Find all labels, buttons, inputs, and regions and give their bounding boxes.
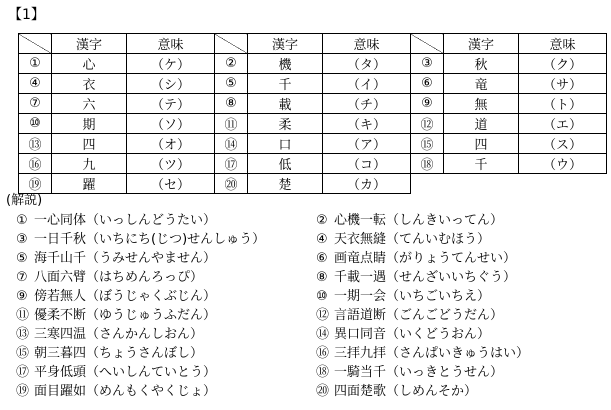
explanation-text: 一日千秋（いちにち(じつ)せんしゅう） [34, 232, 266, 247]
kanji-header: 漢字 [444, 34, 519, 54]
meaning-cell: （ツ） [127, 154, 215, 174]
table-row [19, 94, 607, 114]
kanji-cell: 口 [248, 134, 323, 154]
explanation-text: 心機一転（しんきいってん） [334, 213, 504, 228]
meaning-cell: （エ） [519, 114, 607, 134]
kanji-cell: 柔 [248, 114, 323, 134]
meaning-cell: （ト） [519, 94, 607, 114]
explanation-item [316, 344, 529, 363]
section-title: 【1】 [8, 7, 45, 23]
kanji-cell: 機 [248, 54, 323, 74]
kanji-cell: 六 [52, 94, 127, 114]
question-number: ③ [411, 54, 444, 74]
explanation-text: 異口同音（いくどうおん） [334, 327, 491, 342]
meaning-cell: （ウ） [519, 154, 607, 174]
explanation-text: 傍若無人（ぼうじゃくぶじん） [34, 289, 217, 304]
explanation-item [16, 287, 265, 306]
explanation-item [316, 325, 529, 344]
question-number: ④ [19, 74, 52, 94]
explanation-item [316, 287, 529, 306]
empty-cell [444, 174, 519, 194]
explanation-item [16, 249, 265, 268]
kanji-cell: 四 [52, 134, 127, 154]
kanji-cell: 四 [444, 134, 519, 154]
question-number: ⑱ [411, 154, 444, 174]
explanation-item [16, 268, 265, 287]
explanation-text: 三寒四温（さんかんしおん） [34, 327, 204, 342]
corner-cell [411, 34, 444, 54]
explanation-item [316, 211, 529, 230]
kanji-header: 漢字 [52, 34, 127, 54]
explanation-number: ⑭ [316, 327, 330, 342]
explanation-item [316, 249, 529, 268]
explanation-number: ⑰ [16, 365, 30, 380]
meaning-cell: （カ） [323, 174, 411, 194]
kanji-cell: 衣 [52, 74, 127, 94]
kanji-cell: 九 [52, 154, 127, 174]
explanation-item [16, 344, 265, 363]
kanji-cell: 心 [52, 54, 127, 74]
explanation-item [316, 306, 529, 325]
table-row [19, 114, 607, 134]
explanation-number: ① [16, 213, 28, 228]
question-number: ⑭ [215, 134, 248, 154]
explanation-number: ⑬ [16, 327, 30, 342]
meaning-cell: （タ） [323, 54, 411, 74]
explanation-number: ⑲ [16, 384, 30, 399]
meaning-cell: （ソ） [127, 114, 215, 134]
empty-cell [411, 174, 444, 194]
explanation-text: 言語道断（ごんごどうだん） [334, 308, 504, 323]
kanji-cell: 躍 [52, 174, 127, 194]
explanation-text: 四面楚歌（しめんそか） [334, 384, 478, 399]
explanation-number: ⑤ [16, 251, 28, 266]
explanation-number: ⑪ [16, 308, 30, 323]
question-number: ⑩ [19, 114, 52, 134]
meaning-cell: （ク） [519, 54, 607, 74]
explanation-text: 一騎当千（いっきとうせん） [334, 365, 504, 380]
kanji-cell: 竜 [444, 74, 519, 94]
meaning-cell: （オ） [127, 134, 215, 154]
question-number: ⑧ [215, 94, 248, 114]
question-number: ⑰ [215, 154, 248, 174]
meaning-cell: （キ） [323, 114, 411, 134]
explanation-number: ② [316, 213, 328, 228]
meaning-header: 意味 [127, 34, 215, 54]
explanation-text: 平身低頭（へいしんていとう） [34, 365, 217, 380]
meaning-header: 意味 [519, 34, 607, 54]
explanation-text: 朝三暮四（ちょうさんぼし） [34, 346, 204, 361]
question-number: ⑲ [19, 174, 52, 194]
kanji-cell: 載 [248, 94, 323, 114]
explanation-number: ⑫ [316, 308, 330, 323]
explanation-text: 画竜点睛（がりょうてんせい） [334, 251, 517, 266]
question-number: ⑬ [19, 134, 52, 154]
question-number: ⑮ [411, 134, 444, 154]
question-number: ② [215, 54, 248, 74]
explanation-number: ⑮ [16, 346, 30, 361]
explanation-text: 三拝九拝（さんぱいきゅうはい） [334, 346, 530, 361]
question-number: ⑪ [215, 114, 248, 134]
explanation-item [316, 268, 529, 287]
explanation-text: 一心同体（いっしんどうたい） [34, 213, 217, 228]
kanji-cell: 期 [52, 114, 127, 134]
kanji-header: 漢字 [248, 34, 323, 54]
explanation-number: ⑥ [316, 251, 328, 266]
kanji-cell: 秋 [444, 54, 519, 74]
explanation-number: ⑯ [316, 346, 330, 361]
meaning-cell: （テ） [127, 94, 215, 114]
meaning-cell: （チ） [323, 94, 411, 114]
table-row [19, 54, 607, 74]
explanation-item [316, 363, 529, 382]
meaning-cell: （ケ） [127, 54, 215, 74]
explanation-text: 八面六臂（はちめんろっぴ） [34, 270, 204, 285]
table-header-row [19, 34, 607, 54]
explanation-number: ⑧ [316, 270, 328, 285]
explanation-item [16, 382, 265, 401]
meaning-cell: （サ） [519, 74, 607, 94]
kanji-cell: 千 [444, 154, 519, 174]
explanation-number: ⑩ [316, 289, 328, 304]
meaning-cell: （シ） [127, 74, 215, 94]
explanation-item [16, 211, 265, 230]
question-number: ⑦ [19, 94, 52, 114]
explanation-item [16, 306, 265, 325]
explanation-number: ⑨ [16, 289, 28, 304]
question-number: ① [19, 54, 52, 74]
table-row [19, 134, 607, 154]
empty-cell [519, 174, 607, 194]
meaning-cell: （ア） [323, 134, 411, 154]
kanji-cell: 道 [444, 114, 519, 134]
explanation-number: ③ [16, 232, 28, 247]
question-number: ⑯ [19, 154, 52, 174]
explanation-item [16, 363, 265, 382]
question-number: ⑨ [411, 94, 444, 114]
kanji-cell: 千 [248, 74, 323, 94]
explanation-heading: (解説) [6, 193, 43, 208]
explanation-text: 優柔不断（ゆうじゅうふだん） [34, 308, 217, 323]
corner-cell [215, 34, 248, 54]
question-number: ⑥ [411, 74, 444, 94]
explanation-text: 天衣無縫（てんいむほう） [334, 232, 491, 247]
explanation-item [16, 325, 265, 344]
question-number: ⑳ [215, 174, 248, 194]
table-row [19, 74, 607, 94]
explanation-text: 面目躍如（めんもくやくじょ） [34, 384, 217, 399]
kanji-answer-table [18, 33, 607, 194]
meaning-cell: （ス） [519, 134, 607, 154]
meaning-cell: （イ） [323, 74, 411, 94]
kanji-cell: 無 [444, 94, 519, 114]
question-number: ⑫ [411, 114, 444, 134]
corner-cell [19, 34, 52, 54]
explanation-text: 海千山千（うみせんやません） [34, 251, 217, 266]
explanation-item [16, 230, 265, 249]
explanation-number: ⑱ [316, 365, 330, 380]
meaning-header: 意味 [323, 34, 411, 54]
meaning-cell: （コ） [323, 154, 411, 174]
table-row [19, 154, 607, 174]
kanji-cell: 楚 [248, 174, 323, 194]
explanation-number: ⑳ [316, 384, 330, 399]
explanation-list-left [16, 211, 265, 401]
explanation-list-right [316, 211, 529, 401]
explanation-item [316, 382, 529, 401]
explanation-number: ④ [316, 232, 328, 247]
explanation-item [316, 230, 529, 249]
explanation-text: 千載一遇（せんざいいちぐう） [334, 270, 517, 285]
kanji-cell: 低 [248, 154, 323, 174]
question-number: ⑤ [215, 74, 248, 94]
table-row [19, 174, 607, 194]
meaning-cell: （セ） [127, 174, 215, 194]
explanation-number: ⑦ [16, 270, 28, 285]
explanation-text: 一期一会（いちごいちえ） [334, 289, 491, 304]
